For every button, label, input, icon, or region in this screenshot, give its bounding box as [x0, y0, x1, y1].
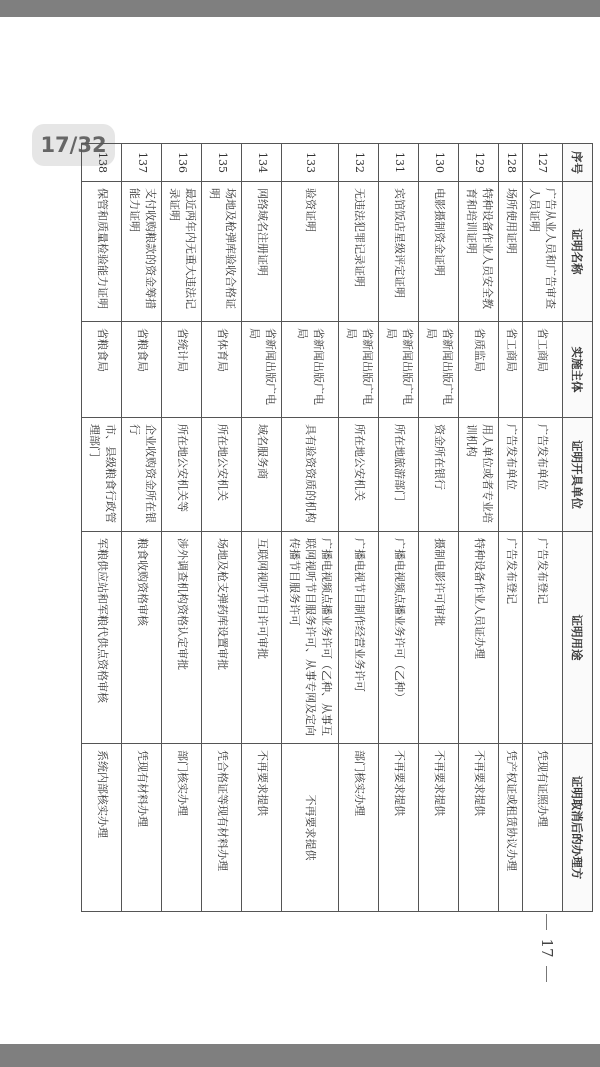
cell-after: 凭产权证或租赁协议办理	[499, 744, 523, 912]
cell-purpose: 摄制电影许可审批	[419, 532, 459, 744]
cell-after: 部门核实办理	[162, 744, 202, 912]
cell-subject: 省粮食局	[82, 322, 122, 418]
cell-issuer: 所在地公安机关等	[162, 418, 202, 532]
cell-seq: 132	[338, 144, 378, 182]
cell-name: 保管和质量检验能力证明	[82, 182, 122, 322]
cell-name: 最近两年内无重大违法记录证明	[162, 182, 202, 322]
cell-purpose: 涉外调查机构资格认定审批	[162, 532, 202, 744]
header-name: 证明名称	[563, 182, 593, 322]
cell-seq: 137	[122, 144, 162, 182]
header-purpose: 证明用途	[563, 532, 593, 744]
cell-purpose: 场地及枪支弹药库设置审批	[202, 532, 242, 744]
cell-name: 场所使用证明	[499, 182, 523, 322]
cell-issuer: 广告发布单位	[499, 418, 523, 532]
cell-subject: 省粮食局	[122, 322, 162, 418]
cell-name: 无违法犯罪记录证明	[338, 182, 378, 322]
cell-purpose: 广播电视节目制作经营业务许可	[338, 532, 378, 744]
cell-after: 不再要求提供	[242, 744, 282, 912]
cell-name: 网络域名注册证明	[242, 182, 282, 322]
cell-purpose: 特种设备作业人员证办理	[459, 532, 499, 744]
cell-purpose: 军粮供应站和军粮代供点资格审核	[82, 532, 122, 744]
cell-name: 电影摄制资金证明	[419, 182, 459, 322]
table-header-row	[563, 144, 593, 912]
cell-issuer: 广告发布单位	[522, 418, 562, 532]
certificate-table-rotated	[81, 143, 593, 911]
cell-seq: 127	[522, 144, 562, 182]
cell-after: 不再要求提供	[459, 744, 499, 912]
cell-subject: 省新闻出版广电局	[242, 322, 282, 418]
cell-seq: 130	[419, 144, 459, 182]
footer-dash-left	[547, 914, 548, 930]
cell-subject: 省新闻出版广电局	[338, 322, 378, 418]
cell-subject: 省体育局	[202, 322, 242, 418]
cell-subject: 省质监局	[459, 322, 499, 418]
table-row	[522, 144, 562, 912]
table-row	[162, 144, 202, 912]
cell-purpose: 粮食收购资格审核	[122, 532, 162, 744]
cell-after: 部门核实办理	[338, 744, 378, 912]
cell-issuer: 用人单位或者专业培训机构	[459, 418, 499, 532]
cell-issuer: 所在地公安机关	[338, 418, 378, 532]
table-row	[242, 144, 282, 912]
cell-issuer: 域名服务商	[242, 418, 282, 532]
cell-purpose: 广播电视频点播业务许可（乙种）	[379, 532, 419, 744]
cell-after: 凭合格证等现有材料办理	[202, 744, 242, 912]
cell-issuer: 所在地公安机关	[202, 418, 242, 532]
header-subject: 实施主体	[563, 322, 593, 418]
cell-subject: 省新闻出版广电局	[419, 322, 459, 418]
cell-after: 凭现有材料办理	[122, 744, 162, 912]
page-number: 17	[538, 938, 556, 958]
cell-purpose: 广告发布登记	[522, 532, 562, 744]
cell-issuer: 市、县级粮食行政管理部门	[82, 418, 122, 532]
table-row	[202, 144, 242, 912]
cell-seq: 131	[379, 144, 419, 182]
cell-after: 不再要求提供	[282, 744, 339, 912]
cell-purpose: 广播电视频点播业务许可（乙种、从事互联网视听节目服务许可、从事专网及定向传播节目服务许可	[282, 532, 339, 744]
cell-name: 场地及枪弹库验收合格证明	[202, 182, 242, 322]
cell-purpose: 互联网视听节目许可审批	[242, 532, 282, 744]
cell-subject: 省统计局	[162, 322, 202, 418]
cell-seq: 138	[82, 144, 122, 182]
table-row	[282, 144, 339, 912]
cell-after: 不再要求提供	[419, 744, 459, 912]
header-issuer: 证明开具单位	[563, 418, 593, 532]
cell-issuer: 企业收购资金所在银行	[122, 418, 162, 532]
cell-seq: 135	[202, 144, 242, 182]
cell-subject: 省工商局	[499, 322, 523, 418]
cell-name: 宾馆饭店星级评定证明	[379, 182, 419, 322]
cell-after: 系统内部核实办理	[82, 744, 122, 912]
page-indicator-badge: 17/32	[32, 124, 115, 166]
cell-seq: 136	[162, 144, 202, 182]
cell-issuer: 所在地旅游部门	[379, 418, 419, 532]
page-number-footer	[527, 898, 567, 998]
certificate-table	[81, 143, 593, 912]
cell-subject: 省新闻出版广电局	[379, 322, 419, 418]
table-row	[122, 144, 162, 912]
viewer-top-bar	[0, 0, 600, 17]
cell-subject: 省新闻出版广电局	[282, 322, 339, 418]
cell-seq: 134	[242, 144, 282, 182]
cell-issuer: 资金所在银行	[419, 418, 459, 532]
cell-seq: 133	[282, 144, 339, 182]
table-row	[82, 144, 122, 912]
cell-name: 验资证明	[282, 182, 339, 322]
table-row	[499, 144, 523, 912]
cell-seq: 129	[459, 144, 499, 182]
viewer-bottom-bar	[0, 1044, 600, 1067]
table-row	[419, 144, 459, 912]
header-after: 证明取消后的办理方	[563, 744, 593, 912]
cell-after: 不再要求提供	[379, 744, 419, 912]
cell-name: 支付收购粮款的资金筹措能力证明	[122, 182, 162, 322]
table-row	[459, 144, 499, 912]
table-row	[379, 144, 419, 912]
cell-seq: 128	[499, 144, 523, 182]
header-seq: 序号	[563, 144, 593, 182]
cell-purpose: 广告发布登记	[499, 532, 523, 744]
cell-subject: 省工商局	[522, 322, 562, 418]
cell-name: 广告从业人员和广告审查人员证明	[522, 182, 562, 322]
cell-after: 凭现有证照办理	[522, 744, 562, 912]
cell-issuer: 具有验资资质的机构	[282, 418, 339, 532]
footer-dash-right	[547, 966, 548, 982]
cell-name: 特种设备作业人员安全教育和培训证明	[459, 182, 499, 322]
table-row	[338, 144, 378, 912]
